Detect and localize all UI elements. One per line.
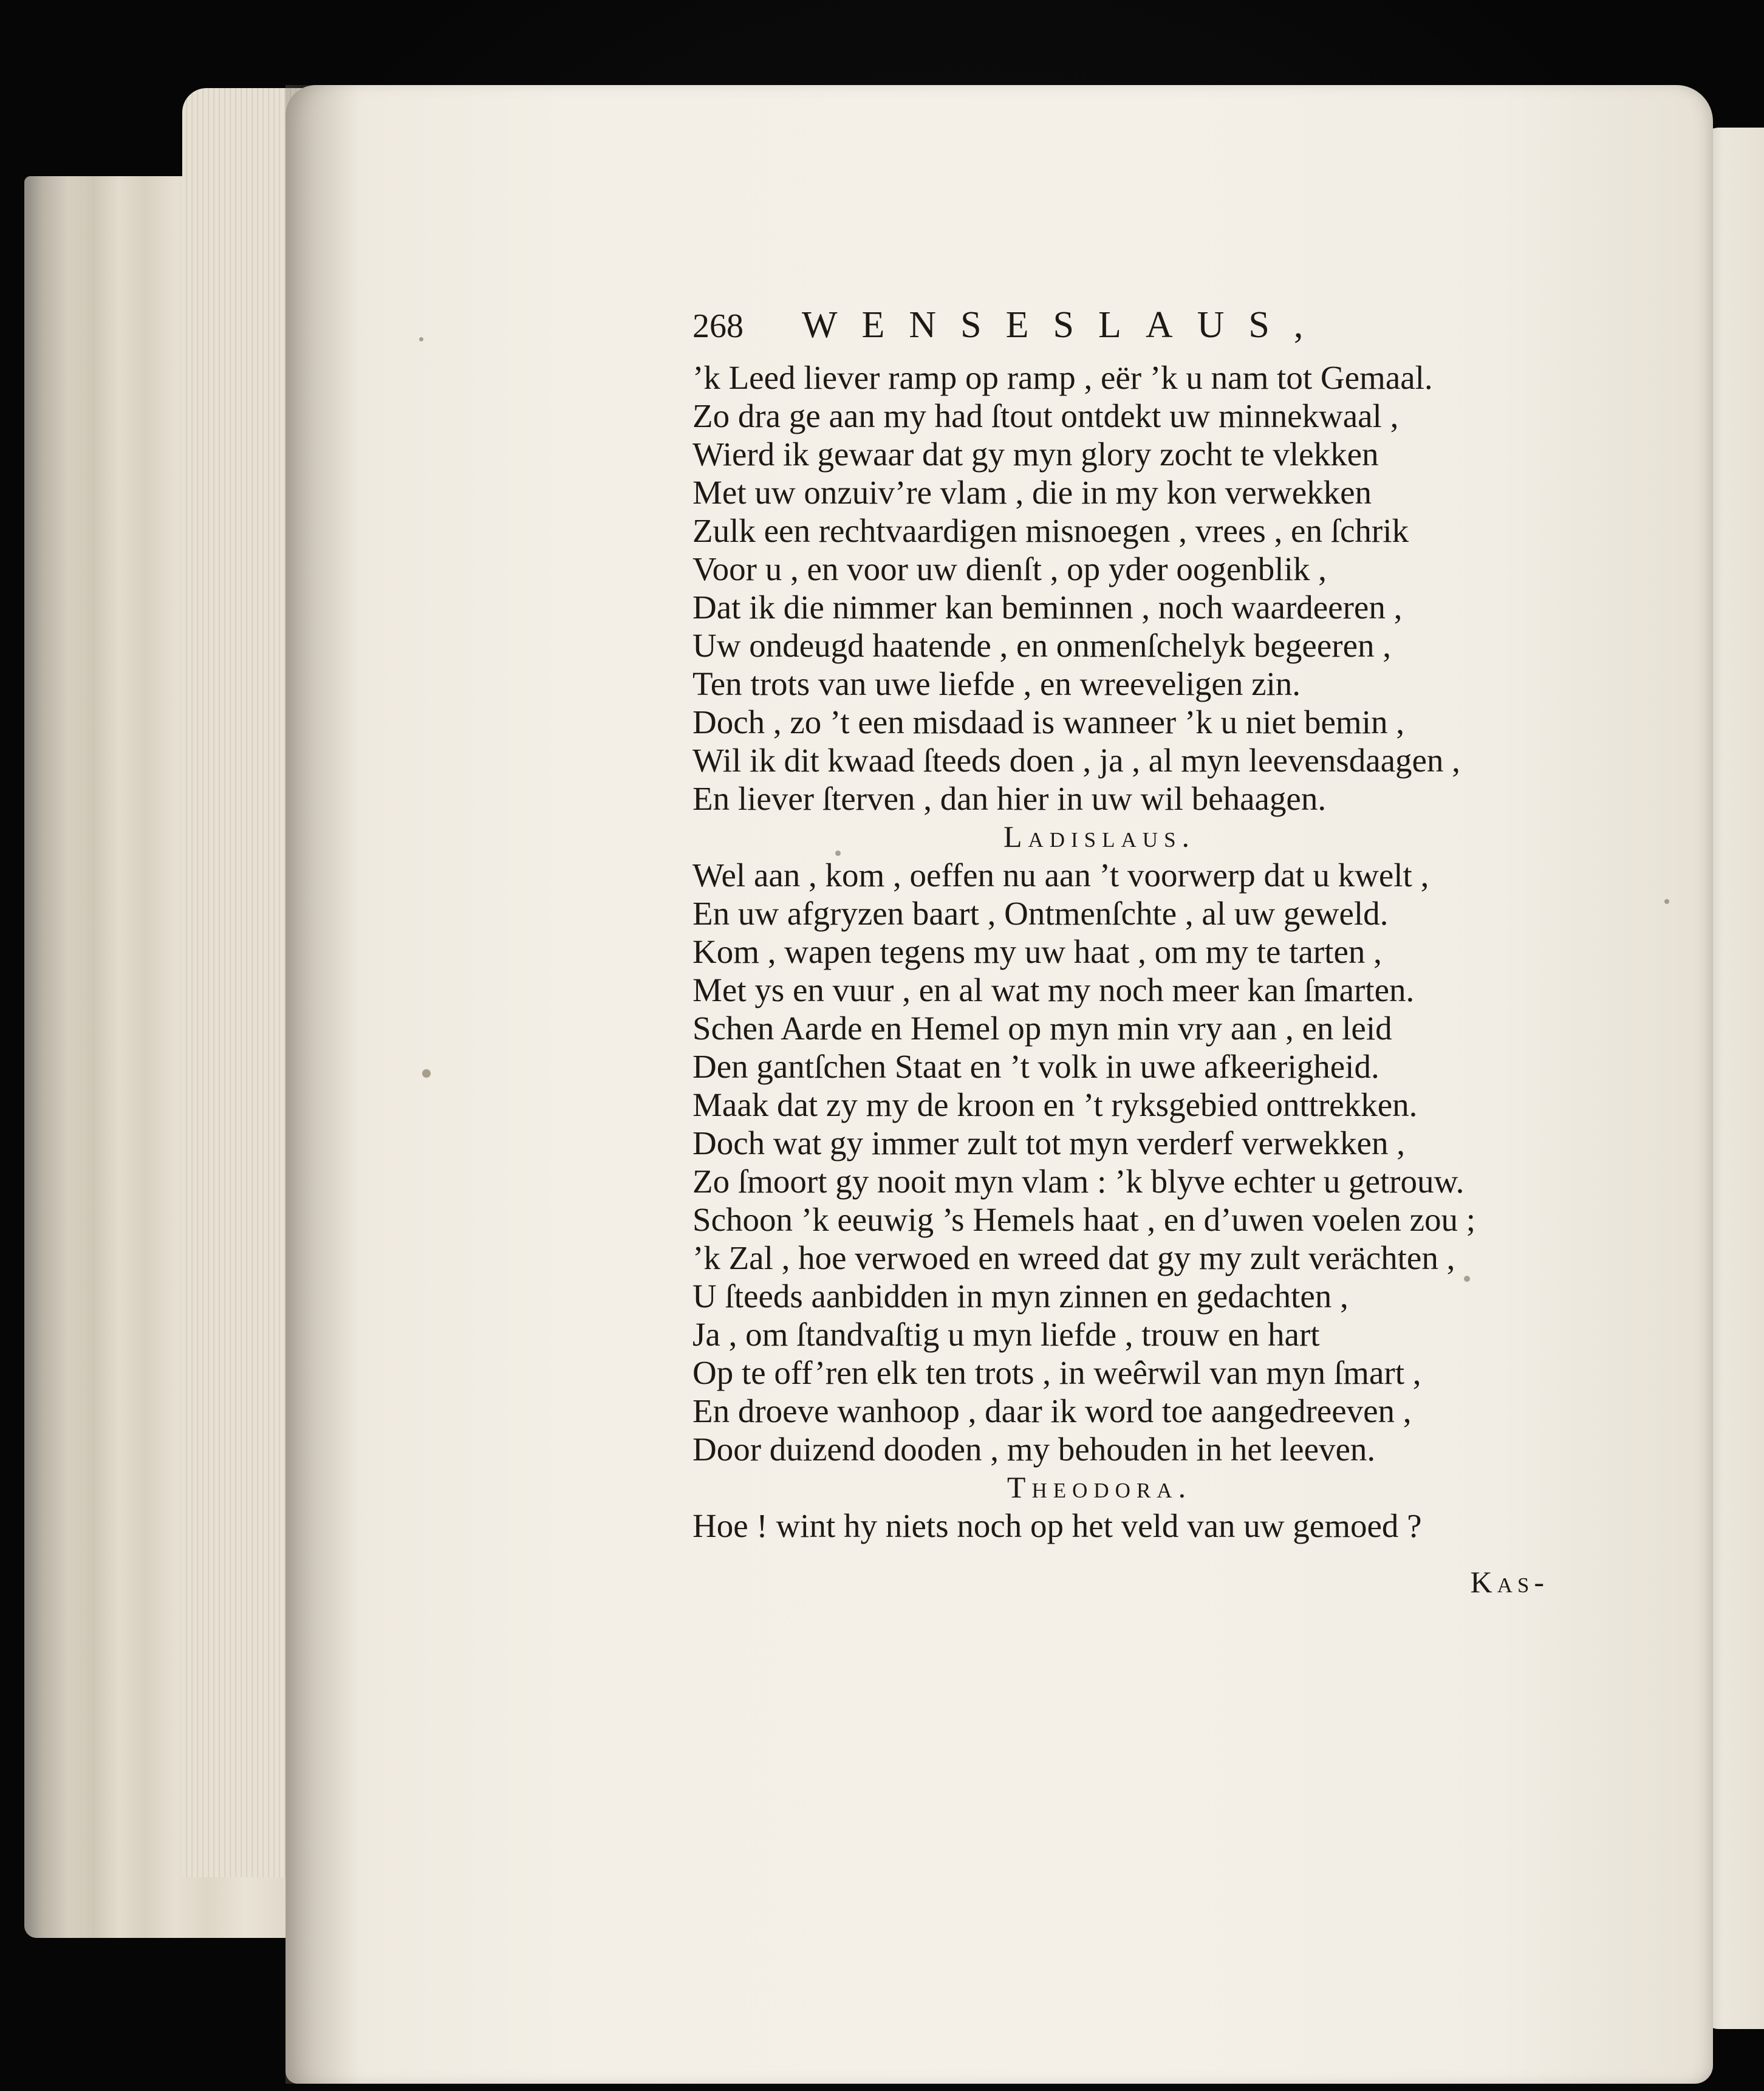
running-title: WENSESLAUS, [802, 304, 1328, 346]
verse-line: Dat ik die nimmer kan beminnen , noch waardeeren , [692, 589, 1403, 626]
verse-line: Met ys en vuur , en al wat my noch meer kan ſmarten. [692, 971, 1415, 1008]
speaker-name: Ladislaus. [1003, 820, 1196, 854]
verse-line: En uw afgryzen baart , Ontmenſchte , al uw geweld. [692, 895, 1389, 932]
verse-line: Uw ondeugd haatende , en onmenſchelyk begeeren , [692, 627, 1391, 664]
verse-line: Schen Aarde en Hemel op myn min vry aan , en leid [692, 1010, 1392, 1047]
verse-line: Maak dat zy my de kroon en ’t ryksgebied onttrekken. [692, 1086, 1418, 1123]
verse-line: Met uw onzuiv’re vlam , die in my kon verwekken [692, 474, 1372, 511]
verse-block-3 [692, 1507, 1591, 1545]
foxing-spot [422, 1069, 431, 1078]
verse-line: Doch wat gy immer zult tot myn verderf verwekken , [692, 1124, 1405, 1162]
catchword: Kas- [1470, 1565, 1549, 1599]
verse-line: Doch , zo ’t een misdaad is wanneer ’k u niet bemin , [692, 703, 1404, 741]
page-text [692, 304, 1591, 1601]
verse-line: Ja , om ſtandvaſtig u myn liefde , trouw en hart [692, 1316, 1320, 1353]
verse-line: Door duizend dooden , my behouden in het leeven. [692, 1431, 1376, 1468]
verse-line: Den gantſchen Staat en ’t volk in uwe afkeerigheid. [692, 1048, 1379, 1085]
verse-line: Ten trots van uwe liefde , en wreeveligen zin. [692, 665, 1301, 702]
verse-line: ’k Zal , hoe verwoed en wreed dat gy my zult verächten , [692, 1239, 1455, 1276]
verse-line: Voor u , en voor uw dienſt , op yder oogenblik , [692, 550, 1327, 587]
verse-line: Wierd ik gewaar dat gy myn glory zocht te vlekken [692, 436, 1379, 473]
verse-line: Hoe ! wint hy niets noch op het veld van uw gemoed ? [692, 1507, 1422, 1544]
verse-block-2 [692, 856, 1591, 1468]
verse-block-1 [692, 358, 1591, 818]
verse-line: U ſteeds aanbidden in myn zinnen en gedachten , [692, 1278, 1349, 1315]
verse-line: Kom , wapen tegens my uw haat , om my te tarten , [692, 933, 1382, 970]
verse-line: Wel aan , kom , oeffen nu aan ’t voorwerp dat u kwelt , [692, 857, 1429, 894]
speaker-name: Theodora. [1007, 1470, 1192, 1504]
verse-line: Zulk een rechtvaardigen misnoegen , vrees , en ſchrik [692, 512, 1409, 549]
verse-line: Zo ſmoort gy nooit myn vlam : ’k blyve echter u getrouw. [692, 1163, 1465, 1200]
verse-line: Zo dra ge aan my had ſtout ontdekt uw minnekwaal , [692, 397, 1399, 434]
verse-line: Schoon ’k eeuwig ’s Hemels haat , en d’uwen voelen zou ; [692, 1201, 1476, 1238]
verse-line: Wil ik dit kwaad ſteeds doen , ja , al myn leevensdaagen , [692, 742, 1460, 779]
verse-line: Op te off’ren elk ten trots , in weêrwil van myn ſmart , [692, 1354, 1421, 1391]
page-number: 268 [692, 307, 744, 345]
verse-line: En liever ſterven , dan hier in uw wil behaagen. [692, 780, 1327, 817]
verse-line: ’k Leed liever ramp op ramp , eër ’k u nam tot Gemaal. [692, 359, 1433, 396]
page-header [692, 304, 1591, 358]
verse-line: En droeve wanhoop , daar ik word toe aangedreeven , [692, 1392, 1412, 1429]
foxing-spot [1664, 899, 1669, 904]
foxing-spot [419, 337, 423, 341]
